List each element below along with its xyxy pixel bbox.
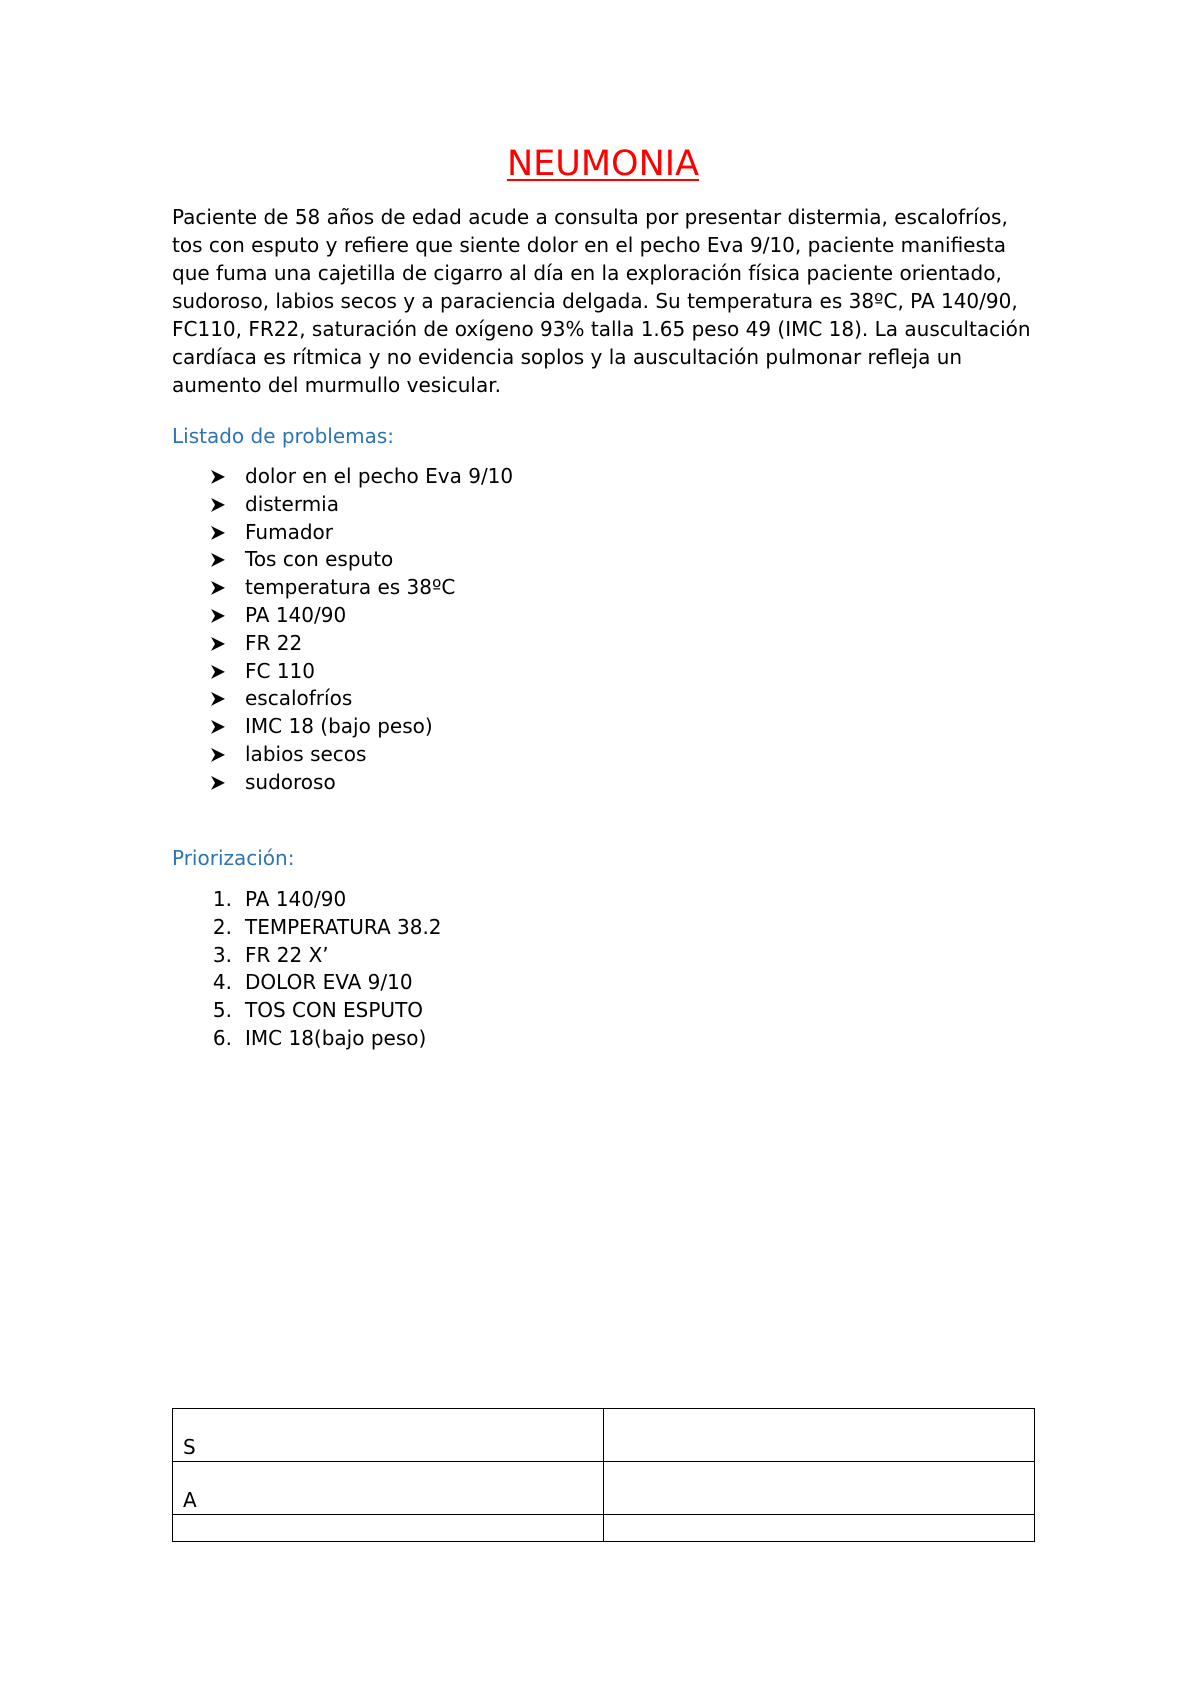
list-item: IMC 18 (bajo peso) bbox=[172, 713, 513, 741]
arrowhead-bullet-icon bbox=[208, 491, 228, 519]
list-item: 5. TOS CON ESPUTO bbox=[212, 998, 424, 1023]
arrowhead-bullet-icon bbox=[208, 741, 228, 769]
table-cell bbox=[604, 1462, 1035, 1515]
priorization-list bbox=[172, 886, 442, 1053]
list-item: 2. TEMPERATURA 38.2 bbox=[212, 914, 442, 939]
arrowhead-bullet-icon bbox=[208, 658, 228, 686]
list-item: FR 22 bbox=[172, 630, 513, 658]
arrowhead-bullet-icon bbox=[208, 602, 228, 630]
table-cell: A bbox=[173, 1462, 604, 1515]
table-cell bbox=[173, 1515, 604, 1542]
list-item: FC 110 bbox=[172, 658, 513, 686]
list-item: Tos con esputo bbox=[172, 546, 513, 574]
list-item: PA 140/90 bbox=[172, 602, 513, 630]
list-item: 4. DOLOR EVA 9/10 bbox=[212, 970, 413, 995]
arrowhead-bullet-icon bbox=[208, 574, 228, 602]
soap-table bbox=[172, 1408, 1035, 1542]
list-item: 6. IMC 18(bajo peso) bbox=[212, 1025, 427, 1050]
arrowhead-bullet-icon bbox=[208, 463, 228, 491]
table-cell bbox=[604, 1515, 1035, 1542]
case-paragraph: Paciente de 58 años de edad acude a consulta por presentar distermia, escalofríos, tos con esputo y refiere que siente dolor en el pecho Eva 9/10, paciente manifiesta que fuma una cajetilla de cigarro al día en la exploración física paciente orientado, sudoroso, labios secos y a paraciencia delgada. Su temperatura es 38ºC, PA 140/90, FC110, FR22, saturación de oxígeno 93% talla 1.65 peso 49 (IMC 18). La auscultación cardíaca es rítmica y no evidencia soplos y la auscultación pulmonar refleja un aumento del murmullo vesicular. bbox=[172, 205, 1031, 397]
list-item: distermia bbox=[172, 491, 513, 519]
document-title: NEUMONIA bbox=[506, 144, 700, 184]
table-row bbox=[173, 1462, 1035, 1515]
arrowhead-bullet-icon bbox=[208, 519, 228, 547]
table-row bbox=[173, 1409, 1035, 1462]
list-item: sudoroso bbox=[172, 769, 513, 797]
arrowhead-bullet-icon bbox=[208, 546, 228, 574]
list-item: escalofríos bbox=[172, 685, 513, 713]
problems-list bbox=[172, 463, 513, 797]
priorization-heading: Priorización: bbox=[172, 846, 295, 870]
arrowhead-bullet-icon bbox=[208, 630, 228, 658]
table-row bbox=[173, 1515, 1035, 1542]
problems-heading: Listado de problemas: bbox=[172, 424, 395, 448]
list-item: 3. FR 22 X’ bbox=[212, 942, 329, 967]
arrowhead-bullet-icon bbox=[208, 769, 228, 797]
arrowhead-bullet-icon bbox=[208, 685, 228, 713]
list-item: dolor en el pecho Eva 9/10 bbox=[172, 463, 513, 491]
list-item: 1. PA 140/90 bbox=[212, 887, 347, 911]
list-item: temperatura es 38ºC bbox=[172, 574, 513, 602]
arrowhead-bullet-icon bbox=[208, 713, 228, 741]
table-cell bbox=[604, 1409, 1035, 1462]
list-item: labios secos bbox=[172, 741, 513, 769]
list-item: Fumador bbox=[172, 519, 513, 547]
table-cell: S bbox=[173, 1409, 604, 1462]
